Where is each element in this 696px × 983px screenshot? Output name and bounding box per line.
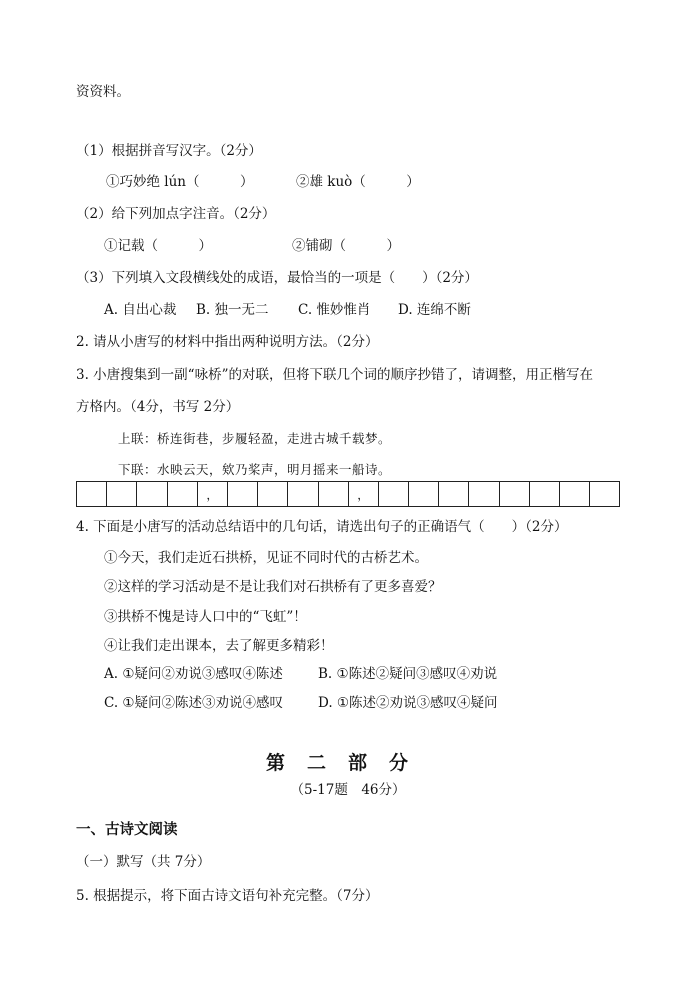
grid-cell[interactable] xyxy=(137,481,167,507)
grid-cell[interactable] xyxy=(469,481,499,507)
sentence-2: ②这样的学习活动是不是让我们对石拱桥有了更多喜爱？ xyxy=(104,579,442,595)
question-3-line2: 方格内。（4分，书写 2分） xyxy=(76,399,240,415)
q4-option-d: D. ①陈述②劝说③感叹④疑问 xyxy=(318,695,498,711)
grid-cell[interactable] xyxy=(168,481,198,507)
option-a: A. 自出心裁 xyxy=(104,302,177,318)
answer-grid[interactable] xyxy=(76,481,620,507)
grid-cell[interactable] xyxy=(319,481,349,507)
part-title: 第二部分 xyxy=(265,752,430,774)
sentence-3: ③拱桥不愧是诗人口中的“飞虹”！ xyxy=(104,609,307,625)
question-1-2: （2）给下列加点字注音。（2分） xyxy=(76,206,276,222)
grid-cell[interactable] xyxy=(107,481,137,507)
grid-cell[interactable] xyxy=(258,481,288,507)
grid-cell-comma: ， xyxy=(198,481,228,507)
question-4: 4. 下面是小唐写的活动总结语中的几句话，请选出句子的正确语气（ ）（2分） xyxy=(76,519,568,535)
grid-cell[interactable] xyxy=(530,481,560,507)
pinyin-item-2: ②雄 kuò（ ） xyxy=(296,174,420,190)
question-3-line1: 3. 小唐搜集到一副“咏桥”的对联，但将下联几个词的顺序抄错了，请调整，用正楷写在 xyxy=(76,367,593,383)
option-c: C. 惟妙惟肖 xyxy=(298,302,371,318)
option-d: D. 连绵不断 xyxy=(398,302,471,318)
grid-cell[interactable] xyxy=(439,481,469,507)
grid-cell[interactable] xyxy=(288,481,318,507)
part-subtitle: （5-17题 46分） xyxy=(290,782,406,798)
sub-section-title: （一）默写（共 7分） xyxy=(76,854,211,870)
phonetic-item-1: ①记载（ ） xyxy=(104,238,212,254)
sentence-4: ④让我们走出课本，去了解更多精彩！ xyxy=(104,638,334,654)
question-1-1: （1）根据拼音写汉字。（2分） xyxy=(76,143,262,159)
section-title: 一、古诗文阅读 xyxy=(76,821,178,838)
couplet-upper: 上联：桥连街巷，步履轻盈，走进古城千载梦。 xyxy=(118,431,392,446)
grid-cell[interactable] xyxy=(560,481,590,507)
grid-cell[interactable] xyxy=(409,481,439,507)
phonetic-item-2: ②铺砌（ ） xyxy=(292,238,400,254)
grid-cell[interactable] xyxy=(77,481,107,507)
question-1-3: （3）下列填入文段横线处的成语，最恰当的一项是（ ）（2分） xyxy=(76,270,478,286)
grid-cell-comma: ， xyxy=(349,481,379,507)
fragment-text: 资资料。 xyxy=(76,84,130,100)
sentence-1: ①今天，我们走近石拱桥，见证不同时代的古桥艺术。 xyxy=(104,550,428,566)
grid-cell[interactable] xyxy=(228,481,258,507)
grid-cell[interactable] xyxy=(379,481,409,507)
couplet-lower: 下联：水映云天，欸乃桨声，明月摇来一船诗。 xyxy=(118,462,392,477)
question-5: 5. 根据提示，将下面古诗文语句补充完整。（7分） xyxy=(76,888,379,904)
grid-cell[interactable] xyxy=(590,481,620,507)
q4-option-b: B. ①陈述②疑问③感叹④劝说 xyxy=(318,666,498,682)
grid-cell[interactable] xyxy=(500,481,530,507)
q4-option-c: C. ①疑问②陈述③劝说④感叹 xyxy=(104,695,284,711)
q4-option-a: A. ①疑问②劝说③感叹④陈述 xyxy=(104,666,283,682)
option-b: B. 独一无二 xyxy=(196,302,269,318)
pinyin-item-1: ①巧妙绝 lún（ ） xyxy=(106,174,254,190)
question-2: 2. 请从小唐写的材料中指出两种说明方法。（2分） xyxy=(76,334,379,350)
